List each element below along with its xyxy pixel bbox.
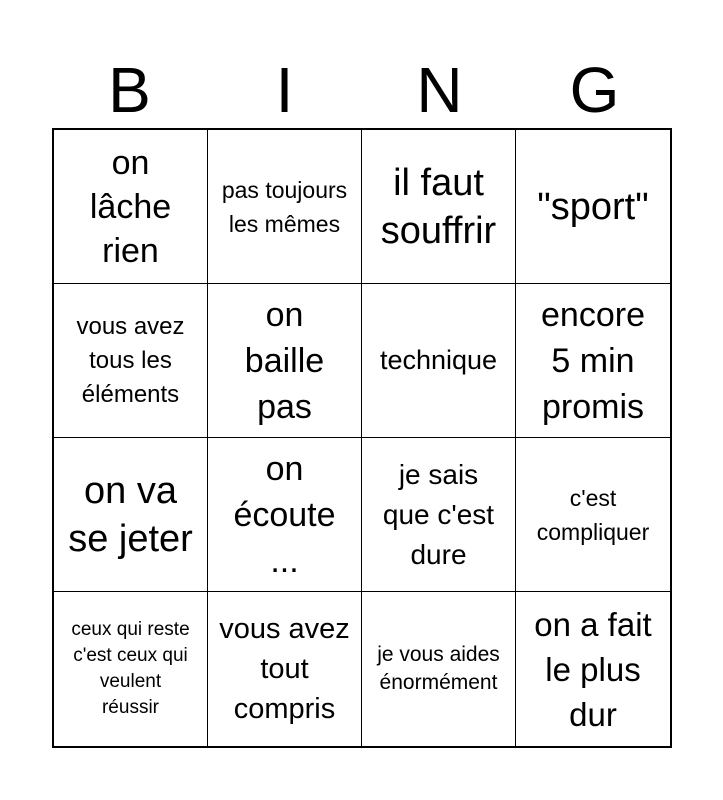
bingo-cell[interactable] <box>516 284 670 438</box>
bingo-cell[interactable] <box>362 284 516 438</box>
bingo-cell-text: on va se jeter <box>68 469 193 560</box>
bingo-cell-text: pas toujours les mêmes <box>221 176 348 237</box>
bingo-cell[interactable] <box>54 130 208 284</box>
header-letter-n: N <box>416 54 463 126</box>
bingo-cell[interactable] <box>54 438 208 592</box>
bingo-cell[interactable] <box>362 438 516 592</box>
bingo-cell-text: on écoute ... <box>233 449 336 580</box>
bingo-cell[interactable] <box>54 592 208 746</box>
bingo-cell-text: je sais que c'est dure <box>382 458 495 570</box>
header-letter-g: G <box>569 54 620 126</box>
bingo-cell[interactable] <box>362 130 516 284</box>
bingo-cell-text: on baille pas <box>244 295 325 426</box>
bingo-cell[interactable] <box>516 592 670 746</box>
header-letter-b: B <box>108 54 151 126</box>
bingo-header <box>52 52 672 128</box>
bingo-cell-text: ceux qui reste c'est ceux qui veulent réussir <box>71 619 190 718</box>
bingo-cell-text: vous avez tous les éléments <box>76 312 185 408</box>
bingo-grid <box>52 128 672 748</box>
bingo-cell[interactable] <box>208 438 362 592</box>
bingo-cell[interactable] <box>362 592 516 746</box>
bingo-cell[interactable] <box>516 130 670 284</box>
bingo-cell-text: on lâche rien <box>89 143 172 270</box>
bingo-cell[interactable] <box>516 438 670 592</box>
bingo-cell-text: "sport" <box>537 185 649 228</box>
bingo-cell[interactable] <box>208 284 362 438</box>
header-letter-i: I <box>275 54 294 126</box>
bingo-cell[interactable] <box>208 130 362 284</box>
bingo-cell[interactable] <box>208 592 362 746</box>
bingo-cell-text: il faut souffrir <box>380 161 497 252</box>
bingo-cell-text: c'est compliquer <box>536 484 650 545</box>
bingo-cell-text: je vous aides énormément <box>377 643 500 694</box>
bingo-cell-text: on a fait le plus dur <box>534 605 652 733</box>
bingo-cell-text: vous avez tout compris <box>219 613 350 725</box>
bingo-cell-text: technique <box>379 345 498 375</box>
bingo-cell[interactable] <box>54 284 208 438</box>
bingo-cell-text: encore 5 min promis <box>541 295 645 426</box>
